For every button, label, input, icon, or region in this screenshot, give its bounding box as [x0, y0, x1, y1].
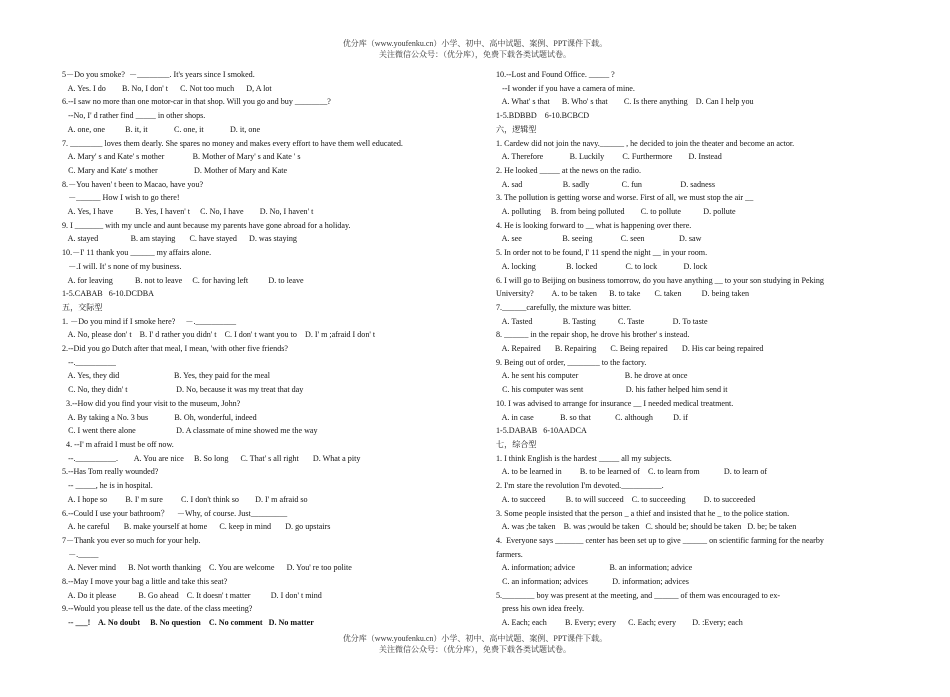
text-line: A. to succeed B. to will succeed C. to succeeding D. to succeeded [496, 494, 756, 504]
text-line: A. Yes, they did B. Yes, they paid for the meal [62, 371, 270, 381]
text-line: 五，交际型 [62, 302, 103, 312]
text-line: A. Tasted B. Tasting C. Taste D. To taste [496, 316, 708, 326]
text-line: --.__________ [62, 357, 116, 367]
text-line: A. for leaving B. not to leave C. for having left D. to leave [62, 275, 304, 285]
text-line: A. to be learned in B. to be learned of C. to learn from D. to learn of [496, 467, 768, 477]
text-line: 9. Being out of order, ________ to the factory. [496, 357, 647, 367]
footer-line-2: 关注微信公众号：（优分库），免费下载各类试题试卷。 [379, 645, 571, 654]
text-line: 6. I will go to Beijing on business tomorrow, do you have anything __ to your son studying in Peking [496, 275, 824, 285]
text-line: 1-5.CABAB 6-10.DCDBA [62, 289, 154, 299]
text-line: 8.--May I move your bag a little and take this seat? [62, 577, 228, 587]
text-line: A. Yes. I do B. No, I don' t C. Not too much D, A lot [62, 83, 272, 93]
text-line: C. an information; advices D. information; advices [496, 577, 689, 587]
page-header [0, 38, 950, 60]
text-line: C. No, they didn' t D. No, because it was my treat that day [62, 385, 304, 395]
text-line: A. Each; each B. Every; every C. Each; every D. :Every; each [496, 618, 743, 628]
right-column [496, 68, 888, 630]
text-line: A. one, one B. it, it C. one, it D. it, one [62, 124, 261, 134]
text-line: A. What' s that B. Who' s that C. Is there anything D. Can I help you [496, 97, 754, 107]
text-line: 3.--How did you find your visit to the museum, John? [62, 398, 241, 408]
text-line: 1. Cardew did not join the navy.______ , he decided to join the theater and become an actor. [496, 138, 795, 148]
text-line: 5.________ boy was present at the meeting, and ______ of them was encouraged to ex- [496, 590, 781, 600]
text-line: 2. I'm stare the revolution I'm devoted.__________. [496, 481, 664, 491]
text-line: 1. I think English is the hardest _____ all my subjects. [496, 453, 672, 463]
text-line: 5. In order not to be found, I' 11 spend the night __ in your room. [496, 248, 708, 258]
text-line: 6.--I saw no more than one motor-car in that shop. Will you go and buy ________? [62, 97, 331, 107]
text-line: C. his computer was sent D. his father helped him send it [496, 385, 728, 395]
header-line-2: 关注微信公众号：（优分库），免费下载各类试题试卷。 [379, 50, 571, 59]
text-line: --No, I' d rather find _____ in other shops. [62, 111, 206, 121]
text-line: A. stayed B. am staying C. have stayed D. was staying [62, 234, 297, 244]
text-line: 六，逻辑型 [496, 124, 537, 134]
text-line: A. Do it please B. Go ahead C. It doesn' t matter D. I don' t mind [62, 590, 322, 600]
text-line: 3. The pollution is getting worse and worse. First of all, we must stop the air __ [496, 193, 754, 203]
header-line-1: 优分库（www.youfenku.cn）小学、初中、高中试题、案例、PPT课件下载。 [342, 39, 608, 48]
text-line: －______ How I wish to go there! [62, 193, 180, 203]
text-line: 1-5.DABAB 6-10AADCA [496, 426, 587, 436]
text-line: A. Repaired B. Repairing C. Being repaired D. His car being repaired [496, 344, 764, 354]
text-line: A. in case B. so that C. although D. if [496, 412, 688, 422]
text-line: 6.--Could I use your bathroom？ －Why, of course. Just_________ [62, 508, 288, 518]
text-line: －._____ [62, 549, 99, 559]
text-line: farmers. [496, 549, 523, 559]
text-line: A. information; advice B. an information; advice [496, 563, 693, 573]
text-line: 7.______carefully, the mixture was bitter. [496, 302, 632, 312]
text-line: -- _____, he is in hospital. [62, 481, 153, 491]
text-line: 七，综合型 [496, 439, 537, 449]
text-line: 10.－I' 11 thank you ______ my affairs alone. [62, 248, 212, 258]
text-line: 10. I was advised to arrange for insurance __ I needed medical treatment. [496, 398, 734, 408]
footer-line-1: 优分库（www.youfenku.cn）小学、初中、高中试题、案例、PPT课件下载。 [342, 634, 608, 643]
text-line: 4. Everyone says _______ center has been set up to give ______ on scientific farming for the nearby [496, 535, 824, 545]
text-line: A. he sent his computer B. he drove at once [496, 371, 688, 381]
text-line: 5.--Has Tom really wounded? [62, 467, 159, 477]
text-line: 9. I _______ with my uncle and aunt because my parents have gone abroad for a holiday. [62, 220, 351, 230]
text-line: 5－Do you smoke? －________. It's years since I smoked. [62, 70, 255, 79]
text-line: A. was ;be taken B. was ;would be taken C. should be; should be taken D. be; be taken [496, 522, 797, 532]
page-footer [0, 633, 950, 655]
text-line: 4. --I' m afraid I must be off now. [62, 439, 174, 449]
text-line: --I wonder if you have a camera of mine. [496, 83, 635, 93]
text-line: C. Mary and Kate' s mother D. Mother of Mary and Kate [62, 165, 288, 175]
text-line: 8.－You haven' t been to Macao, have you? [62, 179, 204, 189]
text-line: A. Mary' s and Kate' s mother B. Mother of Mary' s and Kate ' s [62, 152, 301, 162]
text-line: 9.--Would you please tell us the date. of the class meeting? [62, 604, 253, 614]
text-line: A. Yes, I have B. Yes, I haven' t C. No, I have D. No, I haven' t [62, 207, 314, 217]
text-line: A. Never mind B. Not worth thanking C. You are welcome D. You' re too polite [62, 563, 352, 573]
text-line: A. polluting B. from being polluted C. to pollute D. pollute [496, 207, 736, 217]
text-line: 1. －Do you mind if I smoke here? －.__________ [62, 316, 236, 326]
text-line: A. I hope so B. I' m sure C. I don't think so D. I' m afraid so [62, 494, 308, 504]
text-line: 3. Some people insisted that the person _ a thief and insisted that he _ to the police station. [496, 508, 790, 518]
text-line: 8. ______ in the repair shop, he drove his brother' s instead. [496, 330, 690, 340]
text-line: 4. He is looking forward to __ what is happening over there. [496, 220, 692, 230]
text-line: 7－Thank you ever so much for your help. [62, 535, 201, 545]
text-line: A. he careful B. make yourself at home C. keep in mind D. go upstairs [62, 522, 331, 532]
text-line: 2.--Did you go Dutch after that meal, I mean, 'with other five friends? [62, 344, 288, 354]
text-line: University? A. to be taken B. to take C. taken D. being taken [496, 289, 750, 299]
text-line: 1-5.BDBBD 6-10.BCBCD [496, 111, 590, 121]
text-line: A. sad B. sadly C. fun D. sadness [496, 179, 715, 189]
text-line: A. Therefore B. Luckily C. Furthermore D. Instead [496, 152, 722, 162]
text-line: A. see B. seeing C. seen D. saw [496, 234, 702, 244]
text-line: A. No, please don' t B. I' d rather you didn' t C. I don' t want you to D. I' m ;afraid I don' t [62, 330, 376, 340]
left-column [62, 68, 480, 630]
text-line: --.__________. A. You are nice B. So long C. That' s all right D. What a pity [62, 453, 361, 463]
text-line: press his own idea freely. [496, 604, 585, 614]
text-line: A. locking B. locked C. to lock D. lock [496, 261, 708, 271]
text-line: －.I will. It' s none of my business. [62, 261, 182, 271]
text-line: 10.--Lost and Found Office. _____ ? [496, 70, 615, 79]
text-line: C. I went there alone D. A classmate of mine showed me the way [62, 426, 318, 436]
text-line: -- ___! A. No doubt B. No question C. No comment D. No matter [62, 618, 314, 628]
text-line: A. By taking a No. 3 bus B. Oh, wonderful, indeed [62, 412, 257, 422]
text-line: 2. He looked _____ at the news on the radio. [496, 165, 641, 175]
text-line: 7. ________ loves them dearly. She spares no money and makes every effort to have them well educated. [62, 138, 403, 148]
